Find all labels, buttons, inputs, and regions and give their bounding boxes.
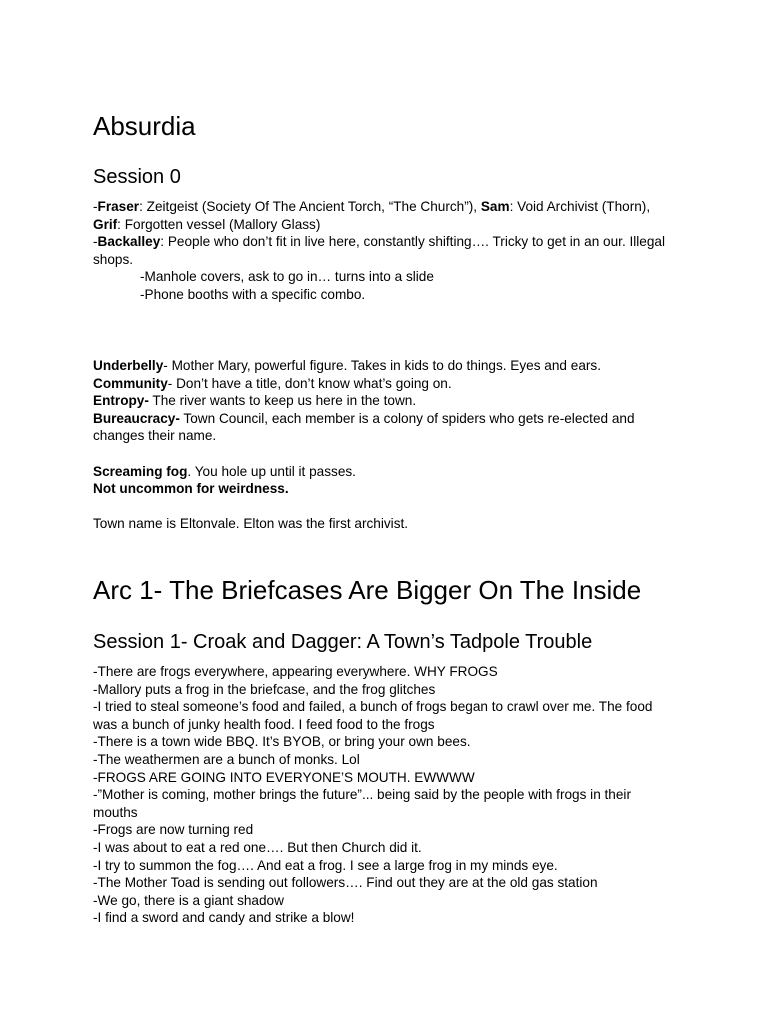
session-0-body <box>93 198 673 304</box>
entropy-line: Entropy- The river wants to keep us here in the town. <box>93 393 417 409</box>
sam-label: Sam <box>480 199 510 214</box>
backalley-label: Backalley <box>97 234 161 250</box>
session-0-heading: Session 0 <box>93 166 181 188</box>
list-item: -I tried to steal someone’s food and failed, a bunch of frogs began to crawl over me. The food was a bunch of junky health food. I feed food to the frogs <box>93 699 653 732</box>
list-item: -FROGS ARE GOING INTO EVERYONE’S MOUTH. EWWWW <box>93 769 475 785</box>
session-1-heading: Session 1- Croak and Dagger: A Town’s Tadpole Trouble <box>93 631 593 653</box>
weirdness-line: Not uncommon for weirdness. <box>93 481 289 497</box>
list-item: -The weathermen are a bunch of monks. Lol <box>93 751 360 767</box>
factions-block <box>93 357 673 533</box>
backalley-sub-1: -Manhole covers, ask to go in… turns into a slide <box>140 269 434 285</box>
community-line: Community- Don’t have a title, don’t know what’s going on. <box>93 375 452 391</box>
arc-1-heading: Arc 1- The Briefcases Are Bigger On The Inside <box>93 575 642 605</box>
list-item: -Mallory puts a frog in the briefcase, and the frog glitches <box>93 681 436 697</box>
list-item: -I try to summon the fog…. And eat a frog. I see a large frog in my minds eye. <box>93 857 558 873</box>
list-item: -I find a sword and candy and strike a blow! <box>93 910 355 926</box>
list-item: -There is a town wide BBQ. It’s BYOB, or bring your own bees. <box>93 734 471 750</box>
list-item: -”Mother is coming, mother brings the future”... being said by the people with frogs in their mouths <box>93 787 631 820</box>
list-item: -Frogs are now turning red <box>93 822 254 838</box>
fog-line: Screaming fog. You hole up until it passes. <box>93 463 356 479</box>
list-item: -There are frogs everywhere, appearing everywhere. WHY FROGS <box>93 664 498 679</box>
session-1-notes <box>93 663 673 927</box>
characters-line: -Fraser: Zeitgeist (Society Of The Ancient Torch, “The Church”), Sam: Void Archivist (Thorn), Grif: Forgotten vessel (Mallory Glass) <box>93 199 651 232</box>
list-item: -I was about to eat a red one…. But then Church did it. <box>93 839 422 855</box>
bureaucracy-line: Bureaucracy- Town Council, each member is a colony of spiders who gets re-elected and changes their name. <box>93 410 635 444</box>
fraser-label: Fraser <box>97 199 140 214</box>
list-item: -We go, there is a giant shadow <box>93 892 284 908</box>
underbelly-line: Underbelly- Mother Mary, powerful figure. Takes in kids to do things. Eyes and ears. <box>93 358 601 373</box>
grif-label: Grif <box>93 216 118 232</box>
list-item: -The Mother Toad is sending out followers…. Find out they are at the old gas station <box>93 875 598 891</box>
backalley-line: -Backalley: People who don’t fit in live here, constantly shifting…. Tricky to get in an our. Illegal shops. <box>93 234 666 267</box>
document-title: Absurdia <box>93 111 196 141</box>
backalley-sub-2: -Phone booths with a specific combo. <box>140 286 366 302</box>
town-name-line: Town name is Eltonvale. Elton was the first archivist. <box>93 516 409 532</box>
